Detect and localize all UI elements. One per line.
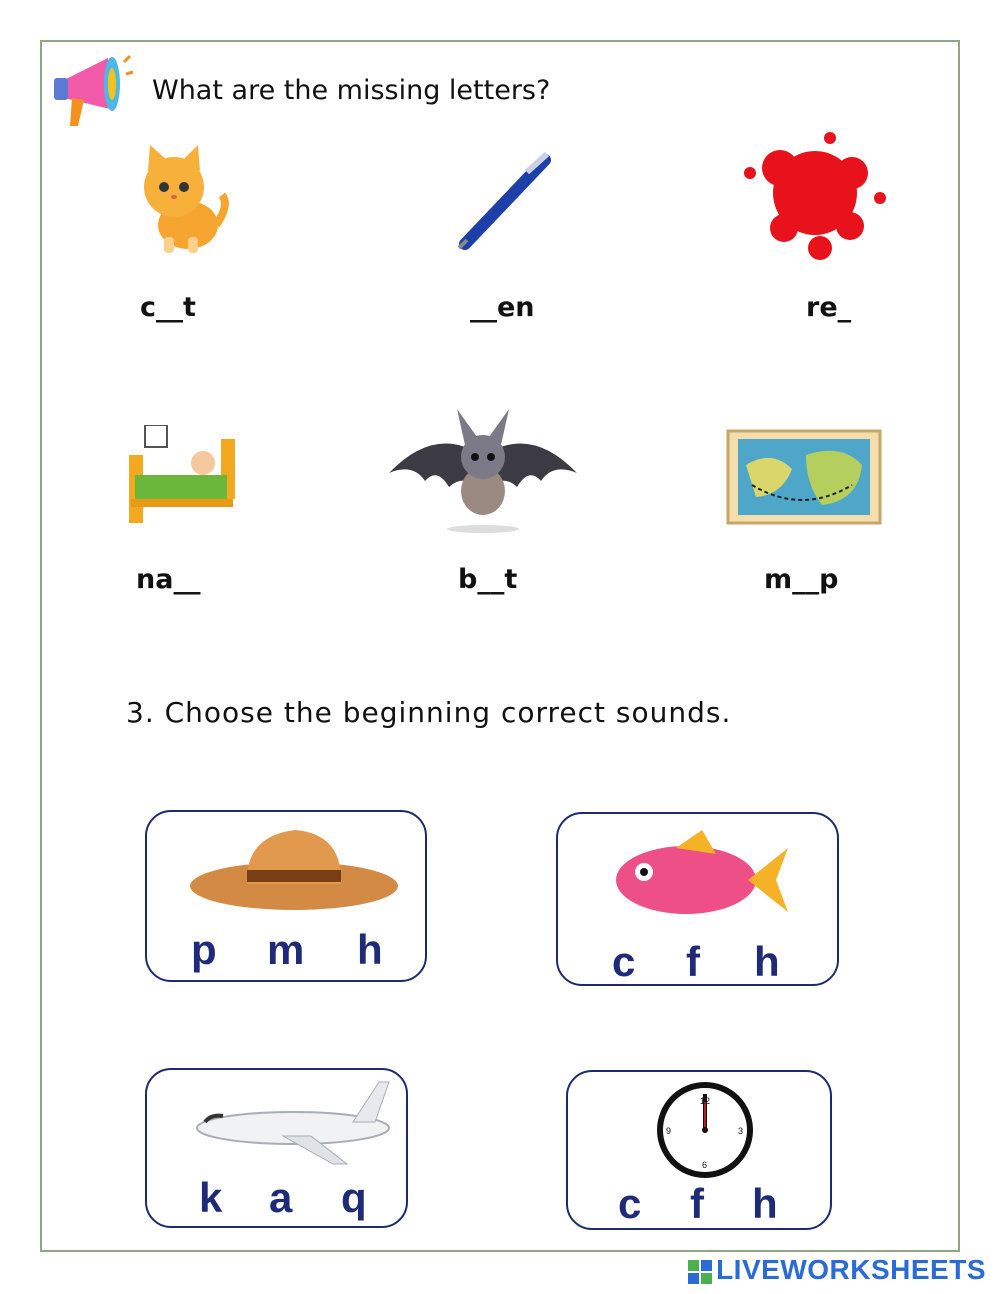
word-red[interactable]: re_ bbox=[806, 292, 852, 323]
fish-icon bbox=[612, 828, 792, 924]
word-bat[interactable]: b__t bbox=[458, 564, 518, 595]
card-airplane bbox=[145, 1068, 408, 1228]
option-h[interactable]: h bbox=[752, 1180, 778, 1227]
option-c[interactable]: c bbox=[618, 1180, 642, 1227]
option-c[interactable]: c bbox=[612, 938, 636, 985]
section2-title: 3. Choose the beginning correct sounds. bbox=[126, 696, 732, 729]
option-q[interactable]: q bbox=[341, 1174, 367, 1221]
airplane-icon bbox=[183, 1078, 393, 1166]
option-k[interactable]: k bbox=[199, 1174, 223, 1221]
sleeping-boy-icon bbox=[125, 425, 240, 525]
option-a[interactable]: a bbox=[269, 1174, 293, 1221]
word-pen[interactable]: __en bbox=[470, 292, 535, 323]
logo-grid-icon bbox=[688, 1260, 712, 1284]
word-cat[interactable]: c__t bbox=[140, 292, 196, 323]
treasure-map-icon bbox=[722, 425, 887, 530]
liveworksheets-logo bbox=[688, 1254, 986, 1286]
svg-text:6: 6 bbox=[702, 1160, 708, 1170]
word-map[interactable]: m__p bbox=[764, 564, 839, 595]
svg-text:12: 12 bbox=[700, 1096, 711, 1106]
bat-icon bbox=[385, 405, 580, 535]
svg-text:9: 9 bbox=[666, 1126, 672, 1136]
option-m[interactable]: m bbox=[267, 926, 305, 973]
megaphone-icon bbox=[50, 52, 134, 130]
card-fish bbox=[556, 812, 839, 986]
option-h[interactable]: h bbox=[754, 938, 780, 985]
option-f[interactable]: f bbox=[690, 1180, 704, 1227]
card-clock bbox=[566, 1070, 832, 1230]
clock-icon bbox=[652, 1082, 758, 1178]
option-h[interactable]: h bbox=[357, 926, 383, 973]
card-hat bbox=[145, 810, 427, 982]
section1-title: What are the missing letters? bbox=[152, 75, 551, 106]
pen-icon bbox=[455, 150, 555, 250]
hat-icon bbox=[187, 822, 402, 918]
red-splash-icon bbox=[740, 128, 890, 268]
option-p[interactable]: p bbox=[191, 926, 217, 973]
option-f[interactable]: f bbox=[686, 938, 700, 985]
brand-name: LIVEWORKSHEETS bbox=[716, 1254, 986, 1285]
cat-icon bbox=[130, 145, 230, 255]
svg-text:3: 3 bbox=[738, 1126, 744, 1136]
word-nap[interactable]: na__ bbox=[136, 564, 201, 595]
